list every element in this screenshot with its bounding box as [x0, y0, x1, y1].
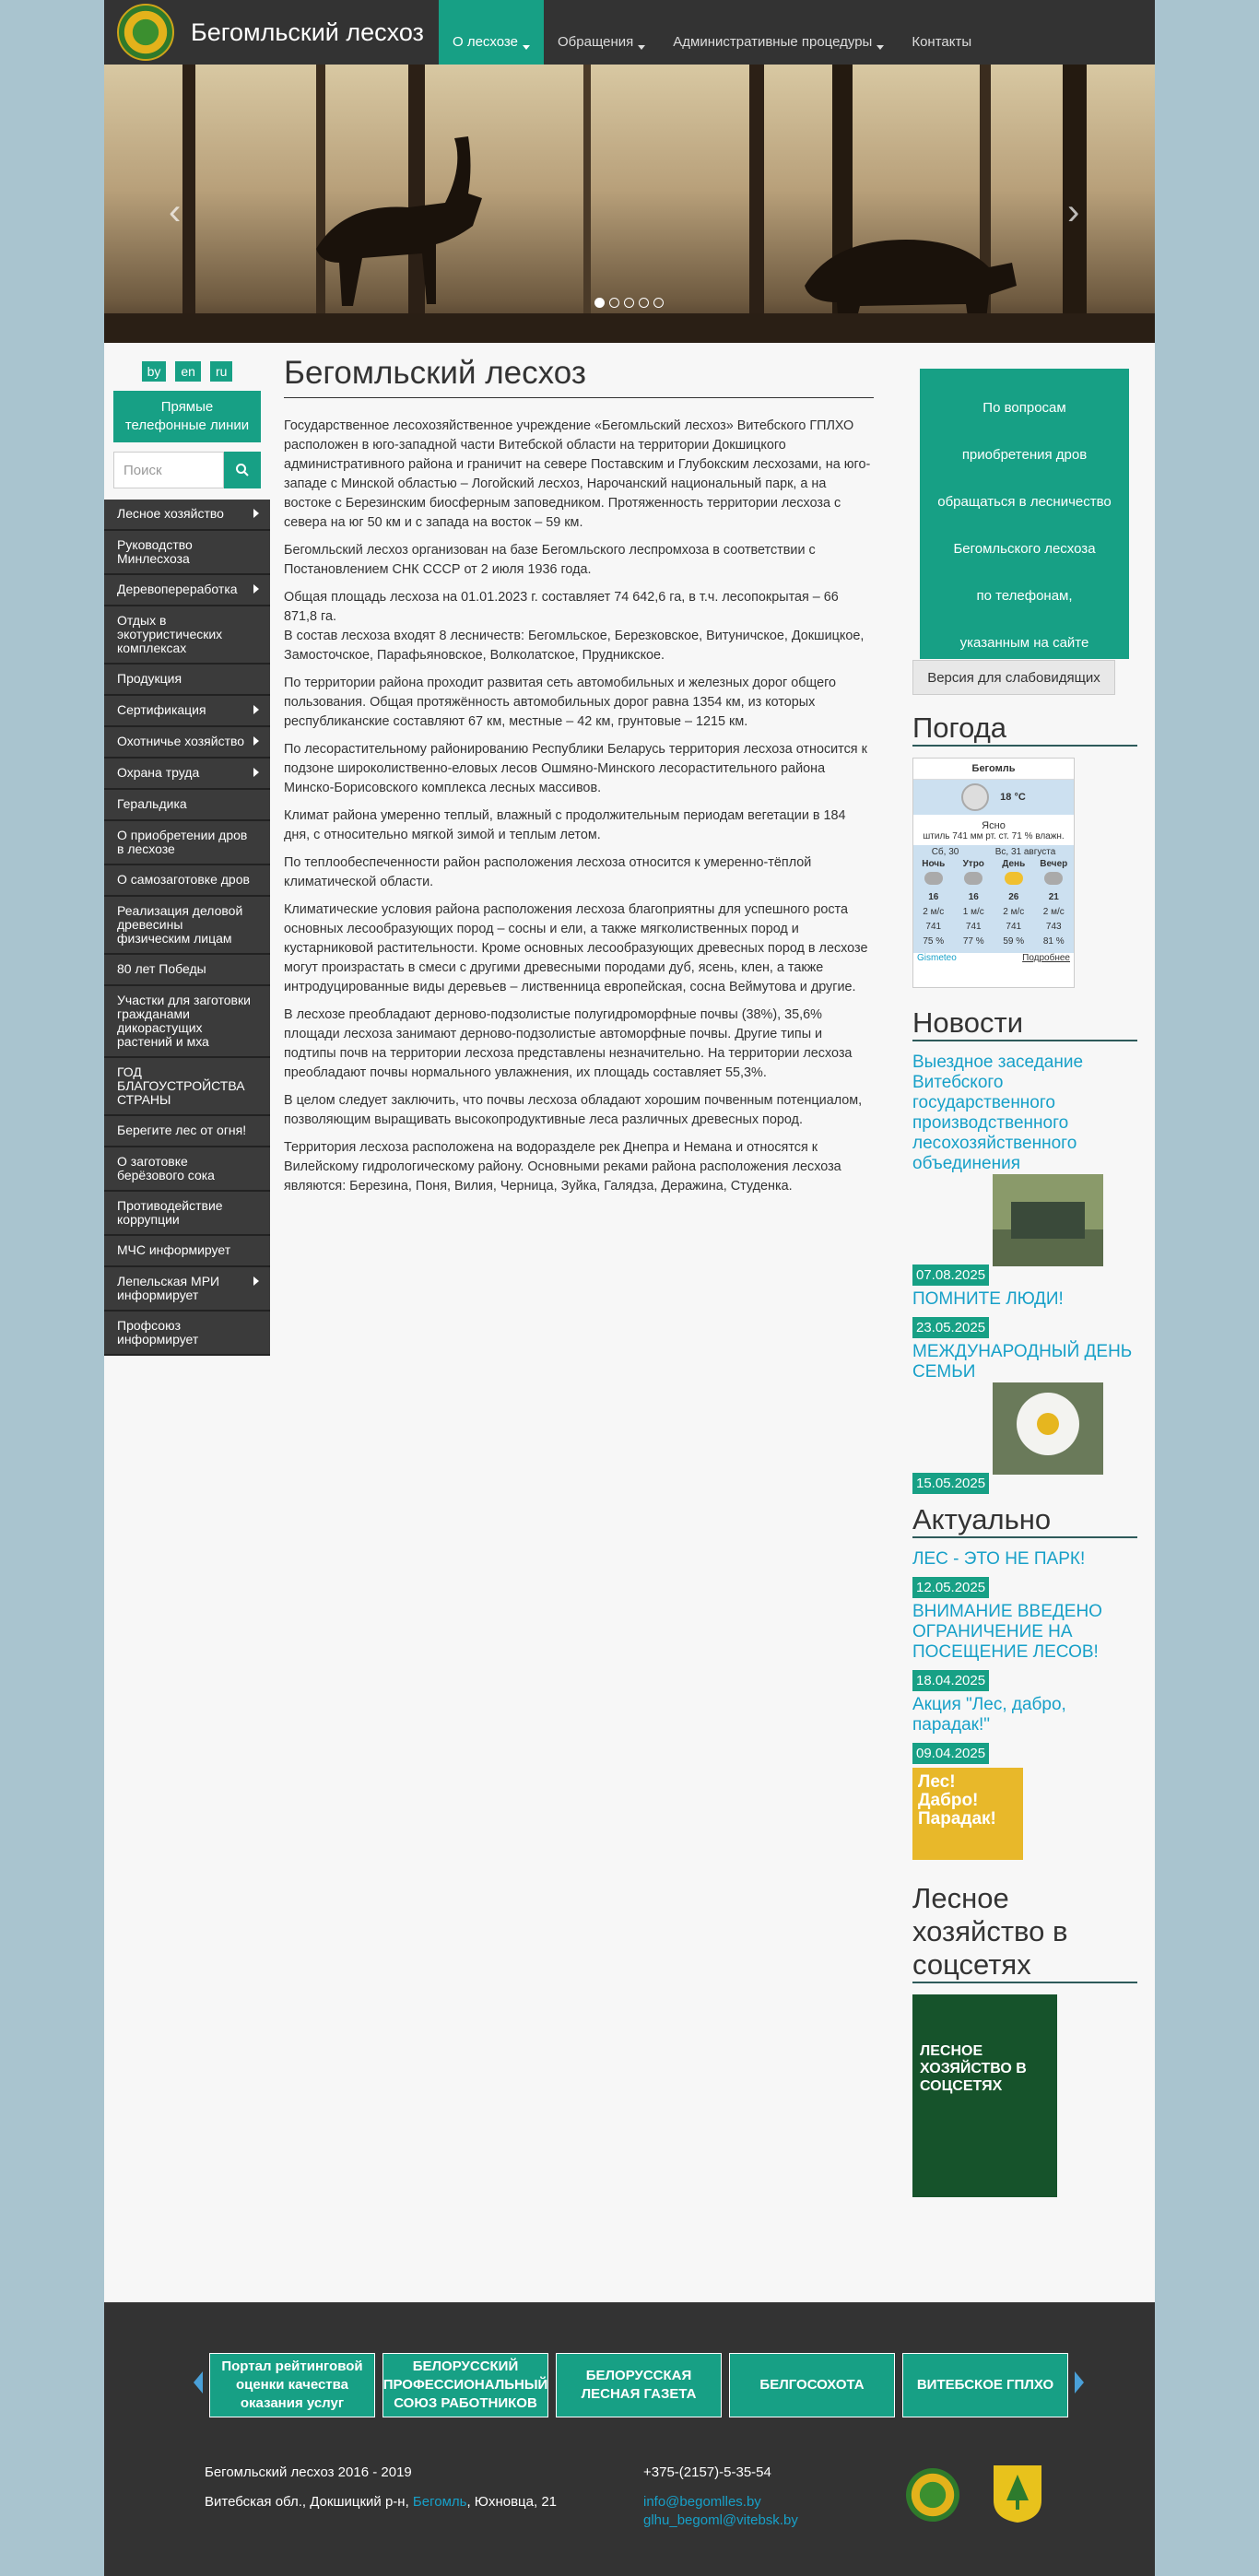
left-sidebar: [104, 361, 270, 1356]
sidebar-menu-item[interactable]: [104, 897, 270, 955]
nav-contacts[interactable]: [898, 0, 985, 65]
weather-more-link[interactable]: Подробнее: [1022, 953, 1070, 963]
news-list: [912, 1053, 1137, 1498]
sidebar-menu-item[interactable]: [104, 665, 270, 696]
forecast-temps: 16: [928, 892, 939, 902]
sidebar-menu-label: Реализация деловой древесины физическим лицам: [117, 903, 243, 946]
sidebar-menu-item[interactable]: [104, 790, 270, 821]
campaign-banner[interactable]: Лес! Дабро! Парадак!: [912, 1768, 1023, 1860]
actual-title[interactable]: ЛЕС - ЭТО НЕ ПАРК!: [912, 1549, 1086, 1569]
sidebar-menu-label: Сертификация: [117, 702, 206, 717]
partner-link[interactable]: Портал рейтинговой оценки качества оказания услуг: [209, 2353, 375, 2417]
moon-icon: [961, 783, 989, 811]
address-text: , Юхновца, 21: [466, 2494, 558, 2510]
weather-city: Бегомль: [913, 759, 1074, 780]
weather-day: Сб, 30: [931, 847, 959, 857]
sidebar-menu-label: Противодействие коррупции: [117, 1198, 223, 1227]
weather-widget[interactable]: [912, 758, 1075, 988]
firewood-info-box: [920, 369, 1129, 659]
visually-impaired-button[interactable]: Версия для слабовидящих: [912, 660, 1115, 695]
forecast-temps: 26: [1008, 892, 1019, 902]
lang-en[interactable]: en: [175, 361, 201, 382]
page: [104, 0, 1155, 2576]
page-title: Бегомльский лесхоз: [284, 355, 874, 398]
news-date: 23.05.2025: [912, 1317, 989, 1338]
carousel-indicators: [594, 298, 664, 308]
sidebar-menu-item[interactable]: [104, 1147, 270, 1192]
sidebar-menu-item[interactable]: [104, 1267, 270, 1312]
social-heading: Лесное хозяйство в соцсетях: [912, 1882, 1137, 1983]
sidebar-menu-item[interactable]: [104, 1058, 270, 1116]
logo-icon: [117, 4, 174, 61]
sidebar-menu-item[interactable]: [104, 500, 270, 531]
actual-heading: Актуально: [912, 1503, 1137, 1538]
partner-link[interactable]: ВИТЕБСКОЕ ГПЛХО: [902, 2353, 1068, 2417]
article-paragraph: В целом следует заключить, что почвы лесхоза обладают хорошим почвенным потенциалом, позволяющим выращивать высокопродуктивные леса различных древесных пород.: [284, 1093, 863, 1127]
sidebar-menu-item[interactable]: [104, 1236, 270, 1267]
forecast-hum: 59 %: [1003, 936, 1025, 947]
chevron-right-icon: [253, 1276, 259, 1286]
sidebar-menu-item[interactable]: [104, 727, 270, 759]
actual-list: [912, 1549, 1137, 1860]
hero-carousel: [104, 65, 1155, 343]
footer-phone: +375-(2157)-5-35-54: [643, 2464, 771, 2480]
cloud-icon: [913, 872, 954, 890]
forecast-winds: 1 м/с: [962, 907, 984, 917]
carousel-next-button[interactable]: ›: [1067, 192, 1080, 232]
actual-title[interactable]: Акция "Лес, дабро, парадак!": [912, 1695, 1066, 1735]
nav-label: Административные процедуры: [673, 34, 873, 50]
news-photo[interactable]: [993, 1382, 1103, 1475]
carousel-dot[interactable]: [639, 298, 649, 308]
forecast-parts: Вечер: [1040, 859, 1068, 869]
sidebar-menu-label: Охотничье хозяйство: [117, 734, 245, 748]
nav-about[interactable]: [439, 0, 544, 65]
search-icon: [235, 463, 250, 477]
article-paragraph: По территории района проходит развитая сеть автомобильных и железных дорог общего пользования. Общая протяжённость автомобильных дорог равна 1354 км, из которых республиканские составляют 67 км, местные – 42 км, грунтовые – 1215 км.: [284, 676, 837, 729]
actual-title[interactable]: ВНИМАНИЕ ВВЕДЕНО ОГРАНИЧЕНИЕ НА ПОСЕЩЕНИЕ ЛЕСОВ!: [912, 1602, 1102, 1662]
sidebar-menu-label: Берегите лес от огня!: [117, 1123, 247, 1137]
chevron-right-icon: [253, 768, 259, 777]
forecast-temps: 16: [968, 892, 979, 902]
sidebar-menu-label: ГОД БЛАГОУСТРОЙСТВА СТРАНЫ: [117, 1065, 245, 1107]
sidebar-menu-label: Геральдика: [117, 796, 187, 811]
article-paragraph: В лесхозе преобладают дерново-подзолистые полугидроморфные почвы (38%), 35,6% площади лесхоза занимают дерново-подзолистые автоморфные почвы. Другие типы и подтипы почв на территории лесхоза представлены незначительно. На территории лесхоза преобладают почвы нормального увлажнения, их площадь составляет 55,3%.: [284, 1007, 853, 1080]
forecast-press: 741: [925, 922, 942, 932]
sidebar-menu-item[interactable]: [104, 1312, 270, 1356]
weather-temp: 18 °C: [1000, 792, 1026, 803]
sidebar-menu-label: 80 лет Победы: [117, 961, 206, 976]
sidebar-menu-item[interactable]: [104, 606, 270, 665]
weather-day: Вс, 31 августа: [994, 847, 1056, 857]
article-paragraph: Климатические условия района расположения лесхоза благоприятны для успешного роста основных лесообразующих пород – сосны и ели, а также мягколиственных пород и кустарниковой растительности. Кроме основных лесообразующих древесных пород в лесхозе могут произрастать в смеси с другими древесными породами дуб, ясень, клен, а также интродуцированные виды деревьев – лиственница европейская, сосна Веймутова и другие.: [284, 902, 868, 994]
forecast-hum: 75 %: [923, 936, 945, 947]
sidebar-menu-item[interactable]: [104, 986, 270, 1058]
search-button[interactable]: [224, 452, 261, 488]
chevron-right-icon: [253, 584, 259, 594]
sidebar-menu-label: Профсоюз информирует: [117, 1318, 199, 1347]
sidebar-menu-item[interactable]: [104, 955, 270, 986]
sidebar-menu-label: МЧС информирует: [117, 1242, 231, 1257]
sidebar-menu-item[interactable]: [104, 575, 270, 606]
gismeteo-logo[interactable]: Gismeteo: [917, 953, 957, 963]
forecast-winds: 2 м/с: [1003, 907, 1025, 917]
article-paragraph: По лесорастительному районированию Республики Беларусь территория лесхоза относится к подзоне широколиственно-еловых лесов Ошмяно-Минского лесорастительного района Минско-Борисовского комплекса лесных массивов.: [284, 742, 867, 795]
nav-admin-procedures[interactable]: [659, 0, 898, 65]
sidebar-menu-label: Отдых в экотуристических комплексах: [117, 613, 223, 655]
article-paragraph: Общая площадь лесхоза на 01.01.2023 г. составляет 74 642,6 га, в т.ч. лесопокрытая – 66 871,8 га.: [284, 590, 839, 624]
partner-link[interactable]: БЕЛОРУССКАЯ ЛЕСНАЯ ГАЗЕТА: [556, 2353, 722, 2417]
news-photo[interactable]: [993, 1174, 1103, 1266]
copyright: Бегомльский лесхоз 2016 - 2019: [205, 2464, 412, 2480]
footer: [104, 2302, 1155, 2576]
email-link[interactable]: glhu_begoml@vitebsk.by: [643, 2512, 798, 2528]
address-text: Витебская обл., Докшицкий р-н,: [205, 2494, 413, 2510]
weather-heading: Погода: [912, 712, 1137, 747]
nav-appeals[interactable]: [544, 0, 659, 65]
links-next-icon[interactable]: [1075, 2371, 1084, 2394]
sidebar-menu-item[interactable]: [104, 531, 270, 575]
article-paragraph: Бегомльский лесхоз организован на базе Бегомльского леспромхоза в соответствии с Постановлением СНК СССР от 2 июля 1936 года.: [284, 543, 816, 577]
hotlines-button[interactable]: Прямые телефонные линии: [113, 391, 261, 442]
chevron-right-icon: [253, 705, 259, 714]
carousel-dot[interactable]: [609, 298, 619, 308]
forecast-hum: 77 %: [962, 936, 984, 947]
forecast-parts: День: [1002, 859, 1026, 869]
sidebar-menu: [104, 500, 270, 1356]
info-line: По вопросам: [982, 400, 1066, 416]
info-line: обращаться в лесничество: [937, 494, 1112, 510]
weather-now: [913, 780, 1074, 815]
article-paragraph: Территория лесхоза расположена на водоразделе рек Днепра и Немана и относятся к Вилейскому гидрологическому району. Основными реками района расположения лесхоза являются: Березина, Поня, Вилия, Черница, Зуйка, Галядза, Деражина, Студенка.: [284, 1140, 841, 1194]
sidebar-menu-label: Охрана труда: [117, 765, 200, 780]
begoml-link[interactable]: Бегомль: [412, 2494, 467, 2510]
forecast-winds: 2 м/с: [1042, 907, 1065, 917]
info-line: указанным на сайте: [959, 635, 1089, 651]
forecast-press: 741: [1006, 922, 1022, 932]
news-title[interactable]: МЕЖДУНАРОДНЫЙ ДЕНЬ СЕМЬИ: [912, 1342, 1133, 1382]
links-prev-icon[interactable]: [194, 2371, 203, 2394]
sidebar-menu-label: Лесное хозяйство: [117, 506, 224, 521]
nav-label: Обращения: [558, 34, 634, 50]
article-paragraph: В состав лесхоза входят 8 лесничеств: Бегомльское, Березковское, Витуничское, Докшицкое, Замосточское, Парафьяновское, Волколатское, Прудникское.: [284, 629, 865, 663]
sidebar-menu-label: О приобретении дров в лесхозе: [117, 828, 248, 856]
news-date: 07.08.2025: [912, 1264, 989, 1286]
partner-link[interactable]: БЕЛОРУССКИЙ ПРОФЕССИОНАЛЬНЫЙ СОЮЗ РАБОТНИКОВ: [382, 2353, 548, 2417]
lang-ru[interactable]: ru: [210, 361, 232, 382]
brand[interactable]: [117, 4, 424, 61]
sidebar-menu-item[interactable]: [104, 865, 270, 897]
address: [205, 2494, 557, 2510]
cloud-icon: [1034, 872, 1075, 890]
actual-date: 12.05.2025: [912, 1577, 989, 1598]
right-sidebar: [912, 369, 1137, 2197]
forecast-parts: Ночь: [922, 859, 946, 869]
sidebar-menu-label: О самозаготовке дров: [117, 872, 250, 887]
forecast-hum: 81 %: [1042, 936, 1065, 947]
firewood-info-block: [912, 369, 1137, 712]
forecast-winds: 2 м/с: [923, 907, 945, 917]
sidebar-menu-item[interactable]: [104, 1192, 270, 1236]
news-title[interactable]: ПОМНИТЕ ЛЮДИ!: [912, 1289, 1064, 1309]
sidebar-menu-label: Продукция: [117, 671, 182, 686]
carousel-dot[interactable]: [653, 298, 664, 308]
main-nav: [439, 0, 985, 65]
cloud-icon: [954, 872, 994, 890]
carousel-dot[interactable]: [624, 298, 634, 308]
article-paragraph: Климат района умеренно теплый, влажный с продолжительным периодам вегетации в 184 дня, с относительно мягкой зимой и теплым летом.: [284, 808, 846, 842]
article-paragraph: По теплообеспеченности район расположения лесхоза относится к умеренно-тёплой климатической области.: [284, 855, 812, 889]
info-line: по телефонам,: [976, 588, 1073, 604]
search-input[interactable]: Поиск: [113, 452, 224, 488]
weather-details: штиль 741 мм рт. ст. 71 % влажн.: [923, 831, 1065, 841]
carousel-prev-button[interactable]: ‹: [169, 192, 182, 232]
sidebar-menu-item[interactable]: [104, 821, 270, 865]
chevron-right-icon: [253, 509, 259, 518]
nav-label: Контакты: [912, 34, 972, 50]
language-switcher: [104, 361, 270, 382]
navbar: [104, 0, 1155, 65]
sidebar-menu-item[interactable]: [104, 696, 270, 727]
nav-label: О лесхозе: [453, 34, 518, 50]
news-title[interactable]: Выездное заседание Витебского государственного производственного лесохозяйственного объединения: [912, 1053, 1084, 1173]
sidebar-menu-label: Участки для заготовки гражданами дикорастущих растений и мха: [117, 993, 251, 1049]
sidebar-menu-label: Лепельская МРИ информирует: [117, 1274, 220, 1302]
forecast-temps: 21: [1048, 892, 1059, 902]
article-paragraph: Государственное лесохозяйственное учреждение «Бегомльский лесхоз» Витебского ГПЛХО расположен в юго-западной части Витебской области на территории Докшицкого административного района и граничит на севере Поставским и Глубокским лесхозами, на юго-западе с Минской областью – Логойский лесхоз, Нарочанский национальный парк, а на востоке с Березинским биосферным заповедником. Протяженность территории лесхоза с севера на юг 50 км и с запада на восток – 59 км.: [284, 418, 871, 530]
info-line: Бегомльского лесхоза: [953, 541, 1096, 557]
lang-by[interactable]: by: [142, 361, 167, 382]
carousel-dot[interactable]: [594, 298, 605, 308]
social-banner[interactable]: ЛЕСНОЕ ХОЗЯЙСТВО В СОЦСЕТЯХ: [912, 1994, 1057, 2197]
article-body: [284, 417, 874, 1196]
sidebar-menu-label: Деревопереработка: [117, 582, 238, 596]
partner-link[interactable]: БЕЛГОСОХОТА: [729, 2353, 895, 2417]
actual-date: 18.04.2025: [912, 1670, 989, 1691]
forecast-press: 743: [1045, 922, 1062, 932]
forecast-parts: Утро: [962, 859, 984, 869]
info-line: приобретения дров: [961, 447, 1088, 463]
news-date: 15.05.2025: [912, 1473, 989, 1494]
actual-date: 09.04.2025: [912, 1743, 989, 1764]
sun-cloud-icon: [994, 872, 1034, 890]
brand-name: Бегомльский лесхоз: [191, 18, 424, 46]
weather-condition: Ясно: [982, 820, 1006, 831]
forecast-press: 741: [965, 922, 982, 932]
email-link[interactable]: info@begomlles.by: [643, 2494, 761, 2510]
sidebar-menu-item[interactable]: [104, 1116, 270, 1147]
search-form: [113, 452, 261, 488]
caret-down-icon: [638, 45, 645, 50]
sidebar-menu-label: О заготовке берёзового сока: [117, 1154, 215, 1182]
coat-of-arms-icon: [992, 2464, 1043, 2524]
sidebar-menu-label: Руководство Минлесхоза: [117, 537, 193, 566]
chevron-right-icon: [253, 736, 259, 746]
lesxoz-emblem-icon: [906, 2468, 959, 2522]
main-content: [284, 355, 874, 1205]
weather-forecast: [913, 857, 1074, 949]
news-heading: Новости: [912, 1006, 1137, 1041]
caret-down-icon: [877, 45, 884, 50]
caret-down-icon: [523, 45, 530, 50]
sidebar-menu-item[interactable]: [104, 759, 270, 790]
